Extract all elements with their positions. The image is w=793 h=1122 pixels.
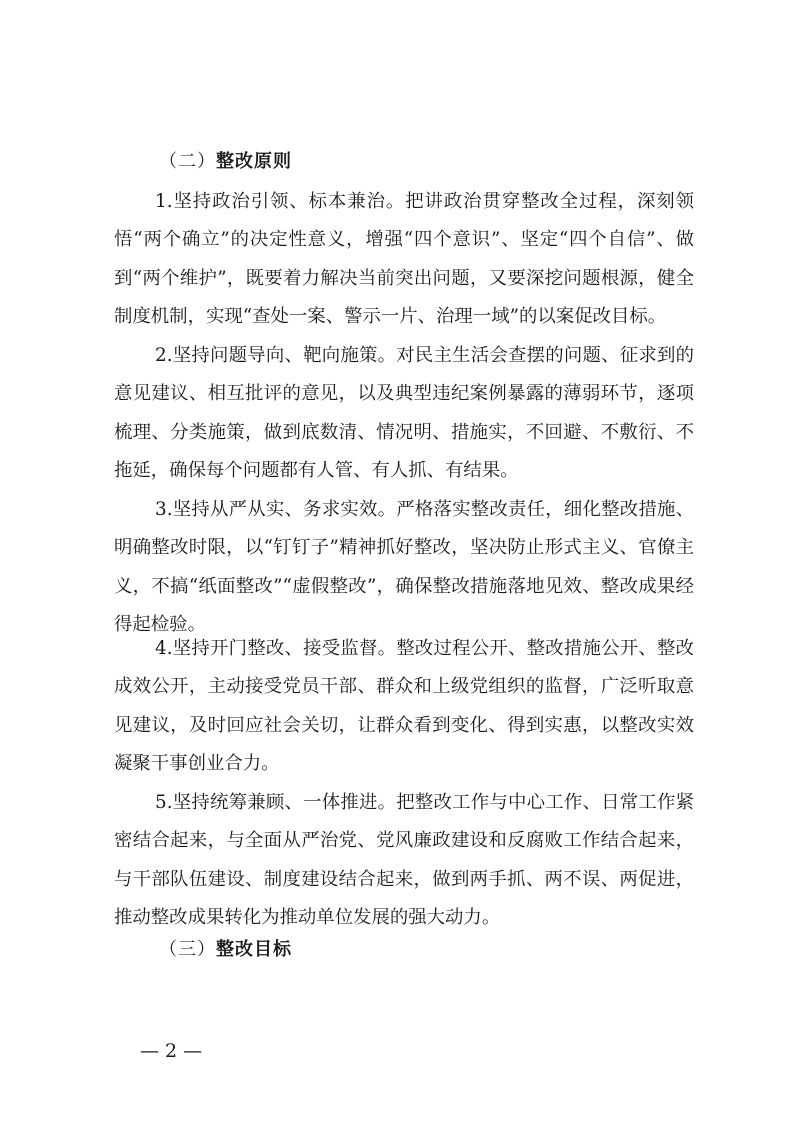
section-heading-title: 整改目标 xyxy=(216,939,292,960)
paragraph-principle-5: 5.坚持统筹兼顾、一体推进。把整改工作与中心工作、日常工作紧密结合起来，与全面从严治党、党风廉政建设和反腐败工作结合起来，与干部队伍建设、制度建设结合起来，做到两手抓、两不误、两促进，推动整改成果转化为推动单位发展的强大动力。 xyxy=(114,792,694,928)
section-heading-number: （三） xyxy=(159,939,216,960)
section-heading-goals xyxy=(159,938,292,962)
page-number: — 2 — xyxy=(140,1040,203,1062)
paragraph-principle-4: 4.坚持开门整改、接受监督。整改过程公开、整改措施公开、整改成效公开，主动接受党员干部、群众和上级党组织的监督，广泛听取意见建议，及时回应社会关切，让群众看到变化、得到实惠，以整改实效凝聚干事创业合力。 xyxy=(114,638,694,774)
section-heading-title: 整改原则 xyxy=(216,151,292,172)
section-heading-number: （二） xyxy=(159,151,216,172)
paragraph-principle-1: 1.坚持政治引领、标本兼治。把讲政治贯穿整改全过程，深刻领悟“两个确立”的决定性意义，增强“四个意识”、坚定“四个自信”、做到“两个维护”，既要着力解决当前突出问题，又要深挖问题根源，健全制度机制，实现“查处一案、警示一片、治理一域”的以案促改目标。 xyxy=(114,191,694,327)
section-heading-principles xyxy=(159,150,292,174)
paragraph-principle-2: 2.坚持问题导向、靶向施策。对民主生活会查摆的问题、征求到的意见建议、相互批评的意见，以及典型违纪案例暴露的薄弱环节，逐项梳理、分类施策，做到底数清、情况明、措施实，不回避、不敷衍、不拖延，确保每个问题都有人管、有人抓、有结果。 xyxy=(114,345,694,481)
paragraph-principle-3: 3.坚持从严从实、务求实效。严格落实整改责任，细化整改措施、明确整改时限，以“钉钉子”精神抓好整改，坚决防止形式主义、官僚主义，不搞“纸面整改”“虚假整改”，确保整改措施落地见效、整改成果经得起检验。 xyxy=(114,499,694,635)
